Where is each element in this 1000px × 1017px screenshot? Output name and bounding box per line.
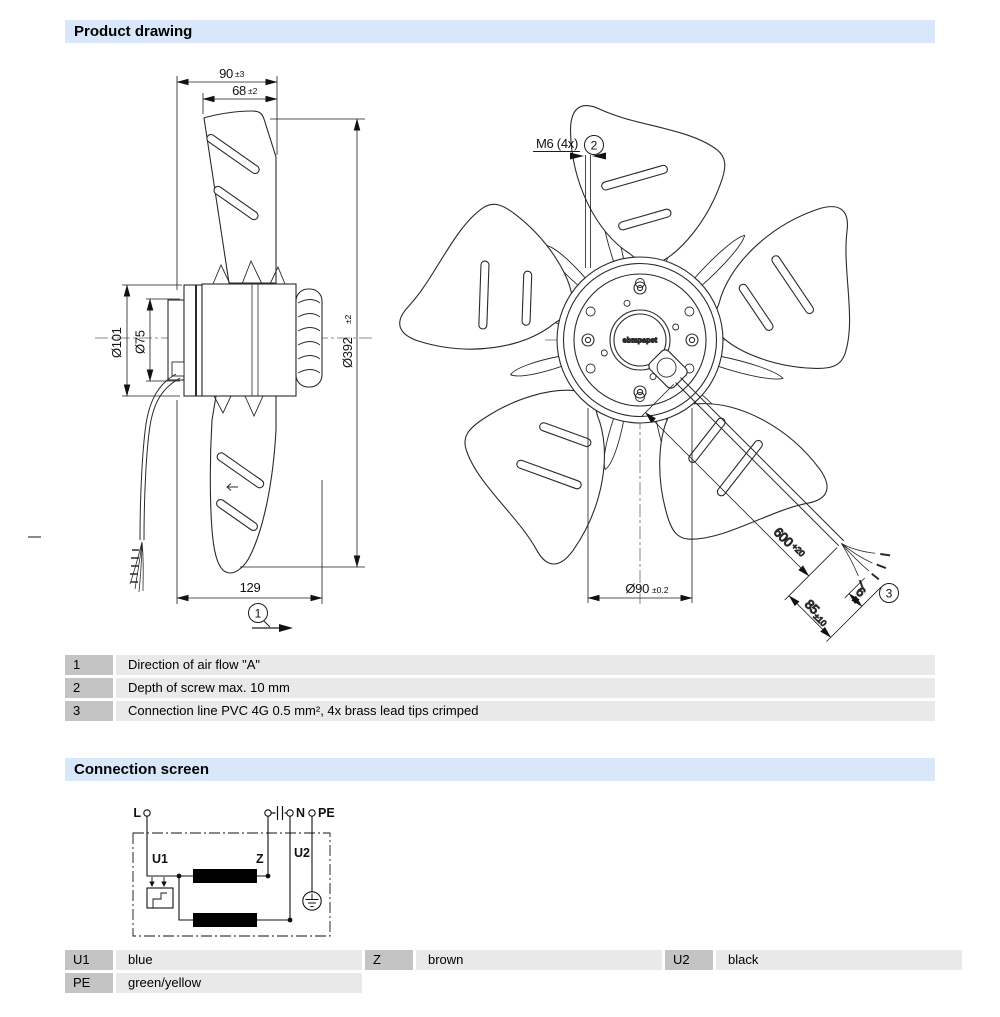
- callout-3-cable: [880, 584, 899, 603]
- wire-terminal: U2: [665, 950, 713, 970]
- dim-85-tol: ±10: [811, 611, 829, 629]
- hub-brand-label: ebmpapst: [622, 337, 658, 345]
- dim-75: Ø75: [132, 330, 148, 354]
- drawing-notes-table: [65, 655, 935, 724]
- dim-90bc: Ø90: [625, 581, 649, 596]
- svg-text:2: 2: [590, 138, 598, 153]
- wire-color-table: [65, 950, 935, 996]
- terminal-label-n: N: [296, 806, 306, 820]
- svg-text:1: 1: [254, 606, 262, 621]
- note-text: Connection line PVC 4G 0.5 mm², 4x brass lead tips crimped: [116, 701, 935, 721]
- motor-hub: [557, 257, 723, 423]
- table-row: [65, 973, 935, 993]
- blade-slot: [522, 271, 532, 325]
- callout-2-screw: [585, 136, 604, 155]
- wire-terminal: PE: [65, 973, 113, 993]
- table-row: [65, 701, 935, 721]
- note-number: 3: [65, 701, 113, 721]
- winding-main: [193, 869, 257, 883]
- connection-diagram: [133, 806, 330, 936]
- capacitor-symbol: [265, 806, 293, 820]
- page-margin-mark: [28, 536, 41, 538]
- terminal-label-pe: PE: [318, 806, 335, 820]
- side-blade-bottom: [210, 396, 276, 573]
- motor-body: [202, 284, 296, 396]
- dim-600-tol: +20: [789, 541, 807, 559]
- note-text: Depth of screw max. 10 mm: [116, 678, 935, 698]
- callout-1-airflow: [249, 604, 294, 633]
- terminal-l: [144, 810, 150, 816]
- wire-color: blue: [116, 950, 362, 970]
- dim-68-tol: ±2: [248, 86, 258, 96]
- thermal-contact-symbol: [147, 877, 173, 908]
- ground-symbol: [303, 892, 321, 910]
- cable-exit: [172, 362, 184, 376]
- table-row: [65, 950, 935, 970]
- dim-68: 68: [232, 83, 246, 98]
- side-cable: [140, 374, 180, 540]
- wire-color: brown: [416, 950, 662, 970]
- svg-text:3: 3: [885, 586, 893, 601]
- junction-dot: [266, 874, 271, 879]
- connection-diagram-canvas: [0, 780, 1000, 950]
- blade-slot: [479, 261, 489, 329]
- dim-129: 129: [239, 580, 261, 595]
- side-cable-tips: [130, 550, 139, 582]
- dim-85: 85: [801, 596, 823, 617]
- wire-terminal: U1: [65, 950, 113, 970]
- fan-blade: [553, 104, 731, 273]
- front-cable-wires: [834, 531, 881, 578]
- dim-392-tol: ±2: [343, 314, 353, 324]
- internal-label-z: Z: [256, 852, 264, 866]
- note-number: 2: [65, 678, 113, 698]
- dim-392: Ø392: [340, 337, 355, 368]
- table-row: [65, 655, 935, 675]
- internal-label-u1: U1: [152, 852, 168, 866]
- terminal-cap: [265, 810, 271, 816]
- table-row: [65, 678, 935, 698]
- terminal-label-l: L: [133, 806, 141, 820]
- note-number: 1: [65, 655, 113, 675]
- terminal-n: [287, 810, 293, 816]
- wire-color: green/yellow: [116, 973, 362, 993]
- wire-color: black: [716, 950, 962, 970]
- front-view-drawing: [395, 104, 902, 642]
- airflow-arrow: [279, 624, 293, 632]
- dim-600: 600: [770, 524, 797, 550]
- dim-90-tol: ±3: [235, 69, 245, 79]
- terminal-pe: [309, 810, 315, 816]
- note-text: Direction of air flow "A": [116, 655, 935, 675]
- section-header-product-drawing: Product drawing: [65, 20, 935, 43]
- dim-6: 6: [853, 584, 869, 600]
- wire-terminal: Z: [365, 950, 413, 970]
- internal-label-u2: U2: [294, 846, 310, 860]
- dim-90: 90: [219, 66, 233, 81]
- winding-aux: [193, 913, 257, 927]
- m6-label: M6 (4x): [536, 136, 578, 151]
- section-header-connection-screen: Connection screen: [65, 758, 935, 781]
- motor-flange: [184, 285, 202, 396]
- dim-101: Ø101: [109, 327, 124, 358]
- junction-dot: [288, 918, 293, 923]
- dim-90bc-tol: ±0.2: [652, 585, 669, 595]
